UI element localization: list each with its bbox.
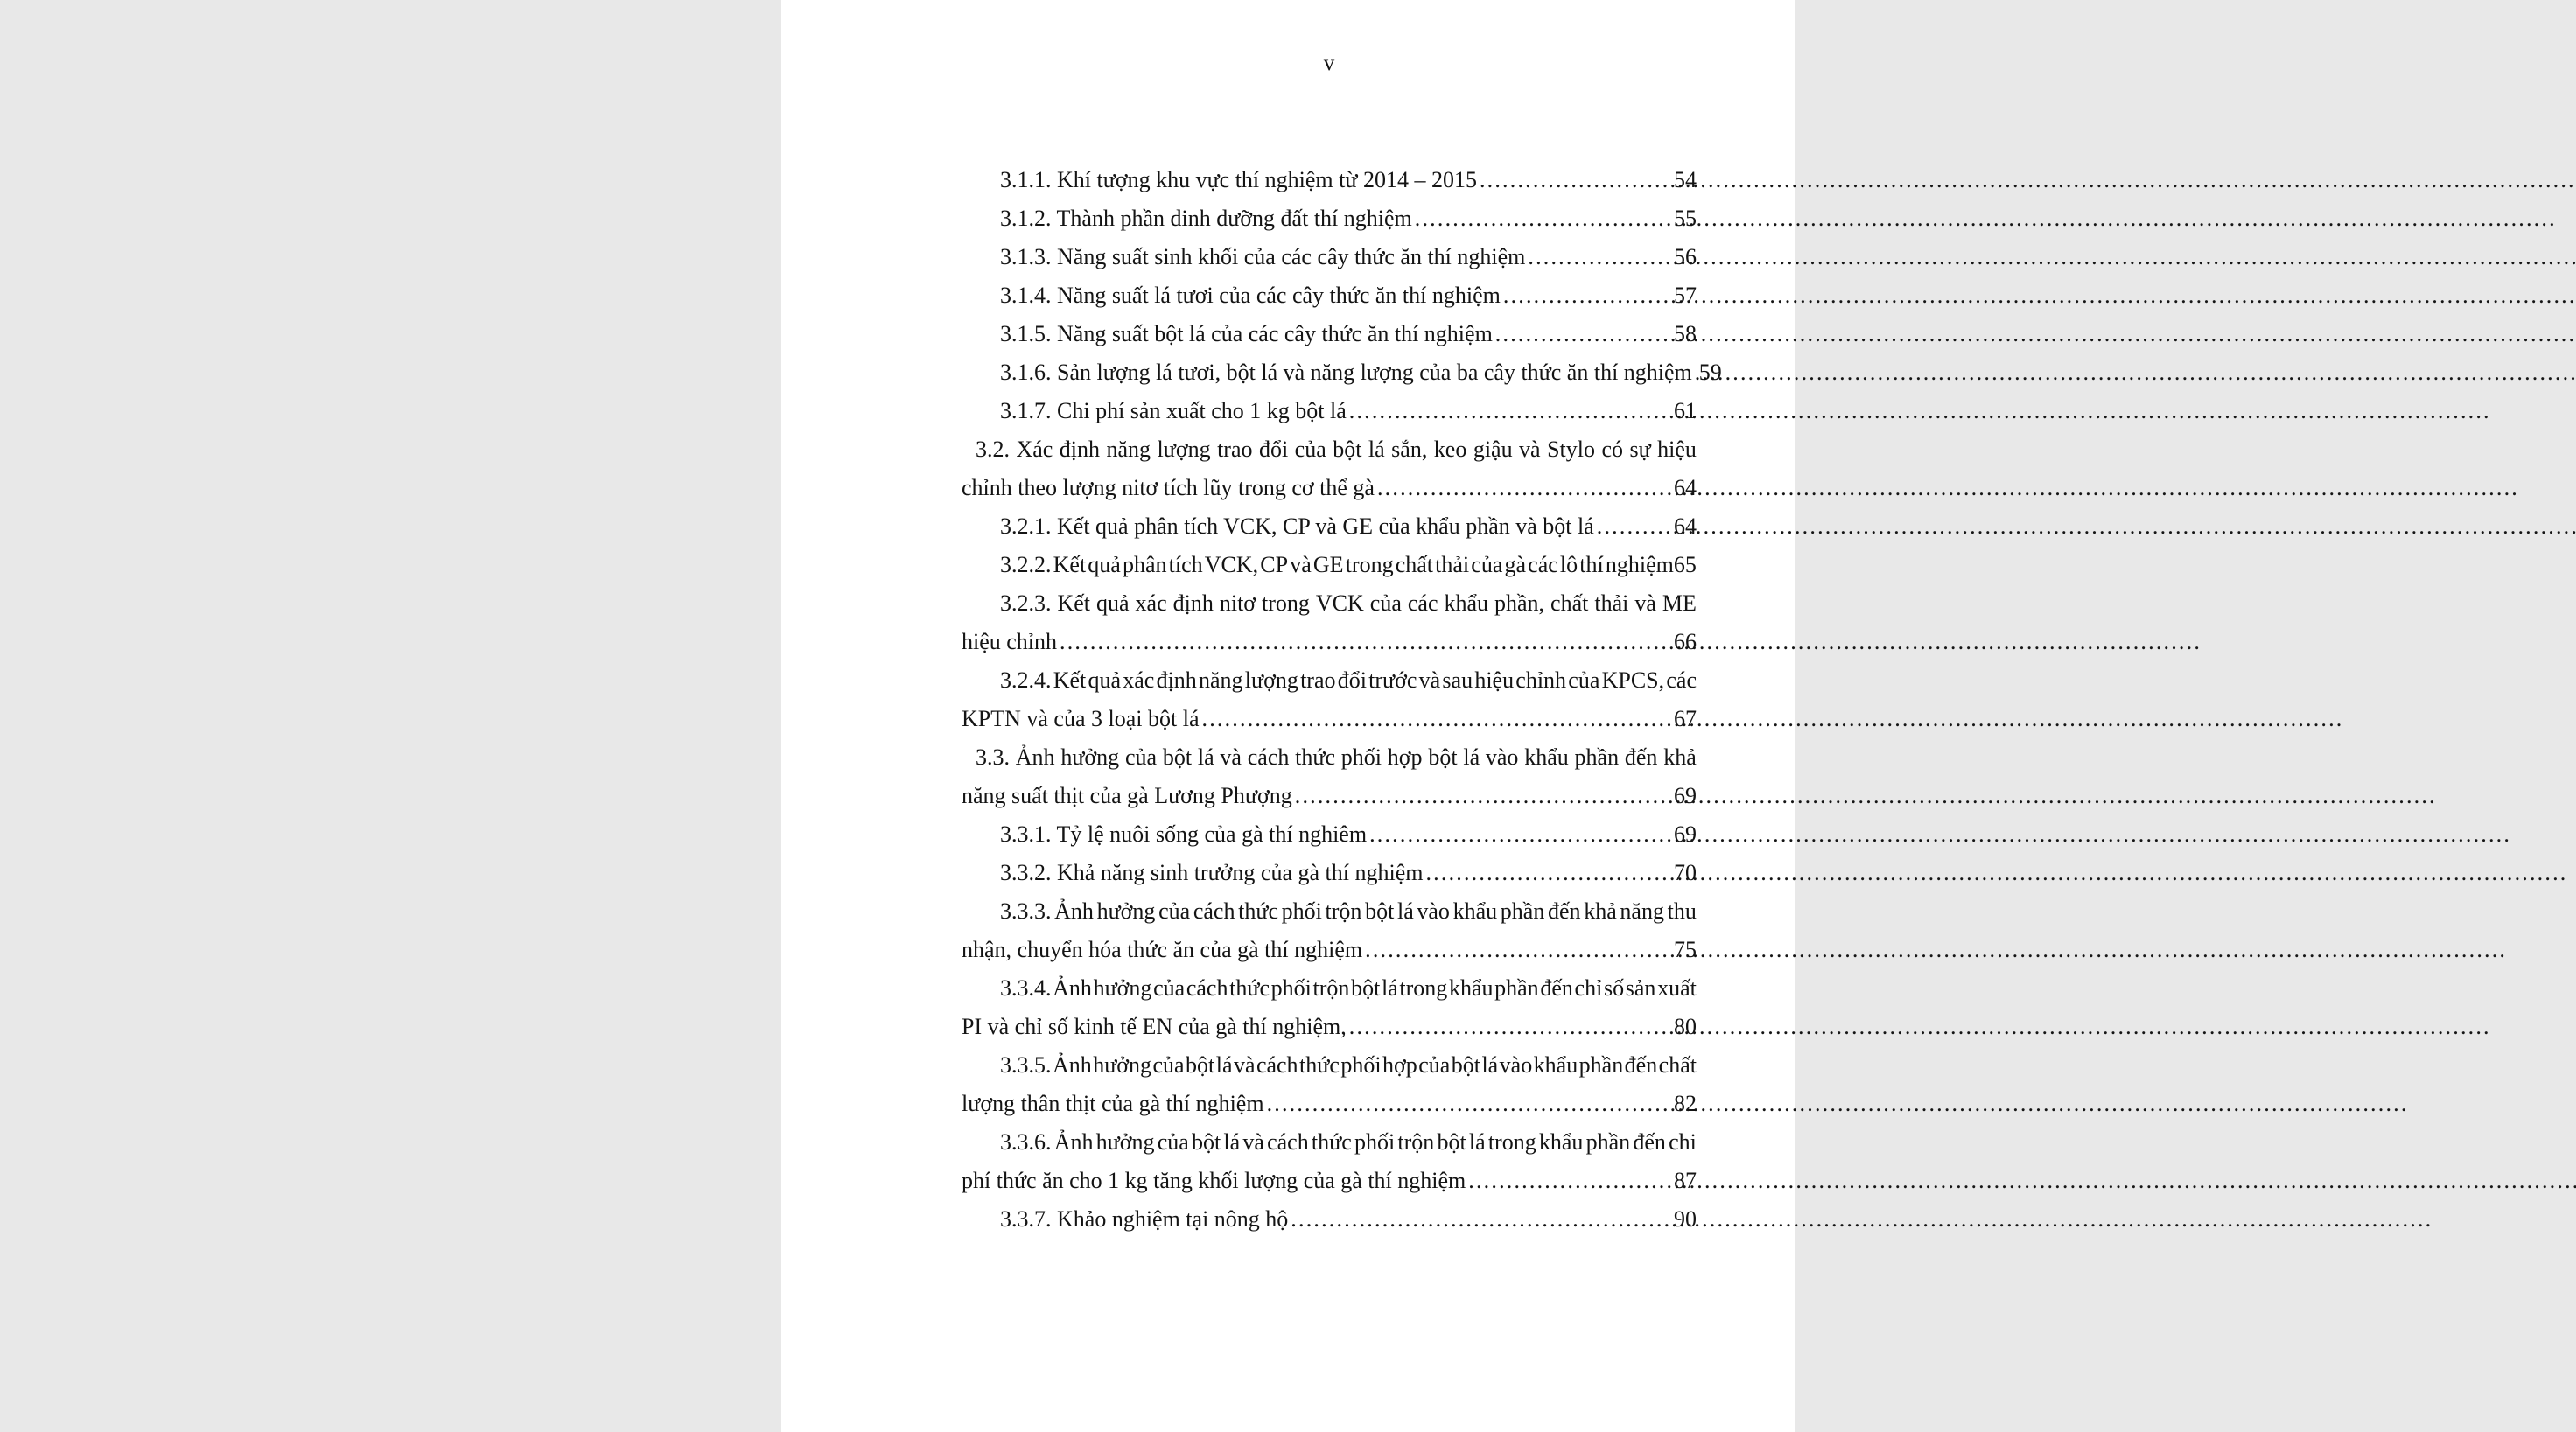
toc-entry-word: 3.3. <box>976 744 1010 770</box>
toc-entry-word: chất <box>1658 1052 1697 1078</box>
toc-entry-word: năng <box>1620 898 1664 924</box>
toc-entry-word: phần <box>1586 1129 1631 1155</box>
toc-entry-word: bột <box>1333 437 1362 462</box>
toc-entry-word: của <box>1471 552 1503 577</box>
toc-entry-word: đến <box>1633 1129 1666 1155</box>
toc-entry-word: thức <box>1299 1052 1340 1078</box>
toc-entry-text: phí thức ăn cho 1 kg tăng khối lượng của gà thí nghiệm <box>962 1168 1466 1193</box>
toc-entry-word: đổi <box>1337 667 1367 693</box>
toc-entry-text: 3.3.2. Khả năng sinh trưởng của gà thí nghiệm <box>1000 860 1424 885</box>
toc-entry-word: đến <box>1540 975 1573 1001</box>
toc-entry-word: lá <box>1368 437 1385 462</box>
toc-entry-word: phần <box>1574 744 1620 770</box>
toc-entry-word: trộn <box>1325 898 1362 924</box>
toc-entry-word: thức <box>1311 1129 1352 1155</box>
page-number: 56 <box>1674 244 1697 269</box>
toc-entry-word: lá <box>1396 898 1414 924</box>
dot-leader-icon <box>1468 1162 1673 1200</box>
toc-entry-word: khả <box>1663 744 1697 770</box>
page-number: 69 <box>1674 783 1697 808</box>
page-number: 69 <box>1674 821 1697 847</box>
page-number: 64 <box>1674 513 1697 539</box>
toc-entry-word: khả <box>1584 898 1617 924</box>
toc-entry-word: quả <box>1088 667 1122 693</box>
dot-leader-icon <box>1503 276 1673 315</box>
toc-entry-word: vào <box>1417 898 1450 924</box>
page-number: 55 <box>1674 206 1697 231</box>
toc-entry-word: thức <box>1229 975 1270 1001</box>
dot-leader-icon <box>1291 1200 1673 1239</box>
toc-line <box>962 1162 1697 1200</box>
toc-entry-word: lá <box>1481 1052 1499 1078</box>
toc-entry-word: phần <box>1578 1052 1624 1078</box>
toc-entry-word: phối <box>1340 744 1382 770</box>
page-number: 87 <box>1674 1168 1697 1193</box>
page-number: 75 <box>1674 937 1697 962</box>
toc-line <box>962 353 1722 392</box>
toc-entry-word: của <box>1369 590 1402 616</box>
dot-leader-icon <box>1349 1008 1673 1046</box>
toc-entry-text: 3.1.7. Chi phí sản xuất cho 1 kg bột lá <box>1000 398 1347 423</box>
toc-entry-text: hiệu chỉnh <box>962 629 1058 654</box>
toc-line <box>962 661 1697 700</box>
toc-line <box>962 1046 1697 1085</box>
toc-entry-word: của <box>1124 744 1158 770</box>
toc-entry-word: ME <box>1662 590 1697 616</box>
toc-line <box>962 815 1697 854</box>
toc-entry-word: của <box>1152 1052 1185 1078</box>
toc-line <box>962 584 1697 623</box>
toc-line <box>962 777 1697 815</box>
toc-entry-word: Kết <box>1053 552 1087 577</box>
toc-line <box>962 1008 1697 1046</box>
toc-entry-word: đổi <box>1258 437 1289 462</box>
toc-line <box>962 931 1697 969</box>
toc-entry-word: gà <box>1504 552 1527 577</box>
toc-entry-word: hưởng <box>1093 975 1152 1001</box>
toc-entry-word: lá <box>1468 1129 1486 1155</box>
toc-entry-word: khẩu <box>1452 898 1498 924</box>
toc-entry-word: phối <box>1354 1129 1396 1155</box>
toc-entry-word: lá <box>1463 744 1480 770</box>
toc-entry-text: 3.3.7. Khảo nghiệm tại nông hộ <box>1000 1206 1289 1232</box>
toc-entry-word: cách <box>1256 1052 1298 1078</box>
toc-entry-word: cách <box>1193 898 1236 924</box>
toc-entry-word: hợp <box>1387 744 1423 770</box>
toc-entry-word: đến <box>1624 744 1658 770</box>
page-number: 67 <box>1674 706 1697 731</box>
toc-line <box>962 507 1697 546</box>
toc-entry-word: Ảnh <box>1015 744 1055 770</box>
toc-entry-word: trong <box>1262 590 1310 616</box>
toc-entry-text: lượng thân thịt của gà thí nghiệm <box>962 1091 1264 1116</box>
toc-line <box>962 546 1697 584</box>
toc-entry-word: của <box>1568 667 1600 693</box>
toc-entry-text: 3.1.1. Khí tượng khu vực thí nghiệm từ 2014 – 2015 <box>1000 167 1477 192</box>
dot-leader-icon <box>1480 161 1673 199</box>
toc-line <box>962 892 1697 931</box>
toc-entry-word: trộn <box>1397 1129 1435 1155</box>
toc-entry-text: chỉnh theo lượng nitơ tích lũy trong cơ thể gà <box>962 475 1375 500</box>
page-number: 54 <box>1674 167 1697 192</box>
toc-entry-word: chỉ <box>1574 975 1603 1001</box>
toc-entry-word: chỉnh <box>1516 667 1567 693</box>
toc-entry-word: phối <box>1281 898 1322 924</box>
toc-entry-word: đến <box>1624 1052 1658 1078</box>
toc-entry-text: KPTN và của 3 loại bột lá <box>962 706 1200 731</box>
dot-leader-icon <box>1415 199 1673 238</box>
toc-line <box>962 392 1697 430</box>
dot-leader-icon <box>1528 238 1673 276</box>
toc-entry-word: 3.3.6. <box>1000 1129 1052 1155</box>
toc-entry-word: chi <box>1669 1129 1697 1155</box>
toc-line <box>962 738 1697 777</box>
toc-entry-word: Ảnh <box>1053 975 1092 1001</box>
toc-entry-word: giậu <box>1473 437 1513 462</box>
toc-entry-text: PI và chỉ số kinh tế EN của gà thí nghiệm, <box>962 1014 1347 1039</box>
toc-entry-word: và <box>1634 590 1656 616</box>
dot-leader-icon <box>1425 854 1673 892</box>
toc-entry-word: phần, <box>1494 590 1545 616</box>
dot-leader-icon <box>1060 623 1673 661</box>
toc-entry-word: phần <box>1500 898 1545 924</box>
toc-entry-word: quả <box>1096 590 1130 616</box>
toc-entry-word: sắn, <box>1391 437 1428 462</box>
toc-entry-word: của <box>1158 898 1191 924</box>
toc-entry-word: và <box>1519 437 1541 462</box>
toc-line <box>962 199 1697 238</box>
document-page <box>781 0 1795 1432</box>
dot-leader-icon <box>1295 777 1673 815</box>
toc-entry-word: 3.2.4. <box>1000 667 1052 693</box>
page-number: 70 <box>1674 860 1697 885</box>
toc-entry-word: khẩu <box>1444 590 1489 616</box>
toc-entry-word: KPCS, <box>1601 667 1665 693</box>
dot-leader-icon <box>1349 392 1673 430</box>
toc-entry-word: quả <box>1088 552 1121 577</box>
toc-entry-word: 3.2. <box>976 437 1010 462</box>
toc-entry-word: hợp <box>1382 1052 1418 1078</box>
toc-entry-word: đến <box>1548 898 1581 924</box>
toc-entry-word: cách <box>1247 744 1290 770</box>
toc-entry-word: Stylo <box>1547 437 1595 462</box>
toc-entry-word: thí <box>1579 552 1604 577</box>
toc-entry-word: năng <box>1106 437 1152 462</box>
toc-entry-word: Ảnh <box>1054 1129 1094 1155</box>
dot-leader-icon <box>1377 469 1673 507</box>
toc-line <box>962 854 1697 892</box>
toc-entry-word: và <box>1220 744 1242 770</box>
toc-entry-word: các <box>1407 590 1438 616</box>
toc-line <box>962 623 1697 661</box>
toc-entry-word: 3.2.2. <box>1000 552 1052 577</box>
toc-entry-word: chất <box>1395 552 1434 577</box>
page-number: 90 <box>1674 1206 1697 1232</box>
toc-entry-word: phối <box>1340 1052 1382 1078</box>
page-number: 64 <box>1674 475 1697 500</box>
toc-entry-word: số <box>1603 975 1625 1001</box>
toc-entry-word: và <box>1418 667 1441 693</box>
toc-entry-word: bột <box>1351 975 1381 1001</box>
toc-entry-text: 3.3.1. Tỷ lệ nuôi sống của gà thí nghiêm <box>1000 821 1368 847</box>
toc-entry-word: trước <box>1368 667 1418 693</box>
toc-line <box>962 1200 1697 1239</box>
toc-entry-word: lá <box>1223 1129 1241 1155</box>
toc-entry-word: khẩu <box>1524 744 1569 770</box>
toc-entry-word: 3.2.3. <box>1000 590 1052 616</box>
toc-entry-word: thu <box>1667 898 1697 924</box>
toc-entry-word: phần <box>1494 975 1539 1001</box>
toc-entry-word: thải <box>1435 552 1470 577</box>
toc-entry-word: bột <box>1437 1129 1466 1155</box>
toc-line <box>962 430 1697 469</box>
toc-entry-word: Kết <box>1053 667 1087 693</box>
toc-entry-word: Kết <box>1057 590 1091 616</box>
toc-entry-word: lá <box>1197 744 1214 770</box>
toc-line <box>962 315 1697 353</box>
toc-entry-word: của <box>1153 975 1186 1001</box>
page-header-number: v <box>1323 52 1335 75</box>
toc-entry-word: hưởng <box>1093 1052 1152 1078</box>
toc-entry-word: năng <box>1199 667 1243 693</box>
toc-entry-text: 3.1.2. Thành phần dinh dưỡng đất thí nghiệm <box>1000 206 1412 231</box>
toc-entry-word: bột <box>1365 898 1395 924</box>
toc-entry-text: 3.1.4. Năng suất lá tươi của các cây thức ăn thí nghiệm <box>1000 283 1501 308</box>
dot-leader-icon <box>1369 815 1673 854</box>
toc-entry-word: sự <box>1629 437 1651 462</box>
toc-entry-word: các <box>1666 667 1697 693</box>
toc-line <box>962 969 1697 1008</box>
toc-entry-word: khẩu <box>1538 1129 1584 1155</box>
page-number: 66 <box>1674 629 1697 654</box>
toc-entry-word: nghiệm65 <box>1605 552 1697 577</box>
toc-entry-word: trao <box>1217 437 1253 462</box>
toc-entry-word: trong <box>1488 1129 1536 1155</box>
toc-entry-word: Xác <box>1016 437 1054 462</box>
toc-entry-word: lượng <box>1244 667 1298 693</box>
page-number: 59 <box>1698 360 1722 385</box>
toc-entry-text: 3.1.6. Sản lượng lá tươi, bột lá và năng lượng của ba cây thức ăn thí nghiệm <box>1000 360 1692 385</box>
toc-entry-word: khẩu <box>1533 1052 1578 1078</box>
toc-entry-word: hưởng <box>1096 1129 1155 1155</box>
toc-line <box>962 700 1697 738</box>
toc-entry-word: vào <box>1485 744 1519 770</box>
dot-leader-icon <box>1365 931 1673 969</box>
toc-entry-word: định <box>1156 667 1197 693</box>
toc-line <box>962 276 1697 315</box>
toc-entry-word: có <box>1601 437 1623 462</box>
dot-leader-icon <box>1597 507 1673 546</box>
toc-entry-text: năng suất thịt của gà Lương Phượng <box>962 783 1292 808</box>
toc-entry-word: thải <box>1594 590 1629 616</box>
toc-entry-word: CP <box>1260 552 1289 577</box>
toc-entry-word: và <box>1242 1129 1264 1155</box>
toc-entry-word: phối <box>1270 975 1312 1001</box>
toc-entry-word: trộn <box>1312 975 1350 1001</box>
page-number: 82 <box>1674 1091 1697 1116</box>
toc-entry-word: nitơ <box>1219 590 1256 616</box>
toc-entry-word: hưởng <box>1060 744 1120 770</box>
toc-entry-word: khẩu <box>1448 975 1494 1001</box>
toc-entry-word: lô <box>1559 552 1578 577</box>
toc-line <box>962 469 1697 507</box>
toc-line <box>962 1085 1697 1123</box>
dot-leader-icon <box>1202 700 1674 738</box>
toc-entry-word: trao <box>1300 667 1336 693</box>
toc-entry-word: sau <box>1442 667 1474 693</box>
toc-entry-word: hiệu <box>1474 667 1515 693</box>
page-number: 57 <box>1674 283 1697 308</box>
toc-entry-word: Ảnh <box>1052 1052 1092 1078</box>
toc-entry-word: xác <box>1123 667 1155 693</box>
toc-entry-word: lượng <box>1157 437 1211 462</box>
toc-entry-word: Ảnh <box>1054 898 1094 924</box>
toc-entry-word: VCK, <box>1204 552 1259 577</box>
toc-entry-word: định <box>1172 590 1214 616</box>
toc-entry-word: bột <box>1451 1052 1480 1078</box>
toc-entry-word: cách <box>1267 1129 1309 1155</box>
toc-entry-word: chất <box>1550 590 1589 616</box>
toc-line <box>962 161 1697 199</box>
toc-entry-word: trong <box>1399 975 1448 1001</box>
toc-entry-word: GE <box>1312 552 1344 577</box>
toc-entry-word: lá <box>1215 1052 1233 1078</box>
toc-entry-word: của <box>1418 1052 1451 1078</box>
toc-entry-text: 3.2.1. Kết quả phân tích VCK, CP và GE của khẩu phần và bột lá <box>1000 513 1594 539</box>
toc-entry-word: của <box>1294 437 1326 462</box>
toc-entry-word: 3.3.3. <box>1000 898 1052 924</box>
toc-entry-word: phân <box>1122 552 1167 577</box>
toc-entry-word: định <box>1059 437 1101 462</box>
toc-entry-word: trong <box>1345 552 1394 577</box>
toc-entry-word: bột <box>1162 744 1193 770</box>
toc-entry-word: hiệu <box>1657 437 1697 462</box>
toc-entry-word: 3.3.5. <box>1000 1052 1052 1078</box>
toc-entry-word: 3.3.4. <box>1000 975 1052 1001</box>
toc-entry-text: 3.1.3. Năng suất sinh khối của các cây thức ăn thí nghiệm <box>1000 244 1526 269</box>
toc-entry-word: vào <box>1499 1052 1533 1078</box>
toc-line <box>962 1123 1697 1162</box>
toc <box>962 161 1722 1239</box>
toc-entry-word: bột <box>1428 744 1458 770</box>
page-number: 58 <box>1674 321 1697 346</box>
toc-entry-word: bột <box>1191 1129 1222 1155</box>
toc-entry-word: và <box>1233 1052 1256 1078</box>
toc-entry-word: xuất <box>1657 975 1697 1001</box>
page-number: 80 <box>1674 1014 1697 1039</box>
dot-leader-icon <box>1495 315 1673 353</box>
toc-line <box>962 238 1697 276</box>
toc-entry-word: hưởng <box>1096 898 1156 924</box>
toc-entry-word: các <box>1528 552 1558 577</box>
toc-entry-word: của <box>1157 1129 1189 1155</box>
toc-entry-word: bột <box>1186 1052 1215 1078</box>
toc-entry-word: VCK <box>1315 590 1364 616</box>
toc-entry-word: sản <box>1625 975 1656 1001</box>
toc-entry-word: thức <box>1238 898 1278 924</box>
toc-entry-word: keo <box>1433 437 1467 462</box>
toc-entry-word: xác <box>1135 590 1167 616</box>
toc-entry-word: và <box>1290 552 1312 577</box>
toc-entry-word: lá <box>1381 975 1398 1001</box>
toc-entry-text: nhận, chuyển hóa thức ăn của gà thí nghiệm <box>962 937 1363 962</box>
page-number: 61 <box>1674 398 1697 423</box>
toc-entry-word: cách <box>1186 975 1228 1001</box>
dot-leader-icon <box>1267 1085 1673 1123</box>
toc-entry-word: tích <box>1168 552 1203 577</box>
toc-entry-text: 3.1.5. Năng suất bột lá của các cây thức ăn thí nghiệm <box>1000 321 1493 346</box>
toc-entry-word: thức <box>1295 744 1335 770</box>
